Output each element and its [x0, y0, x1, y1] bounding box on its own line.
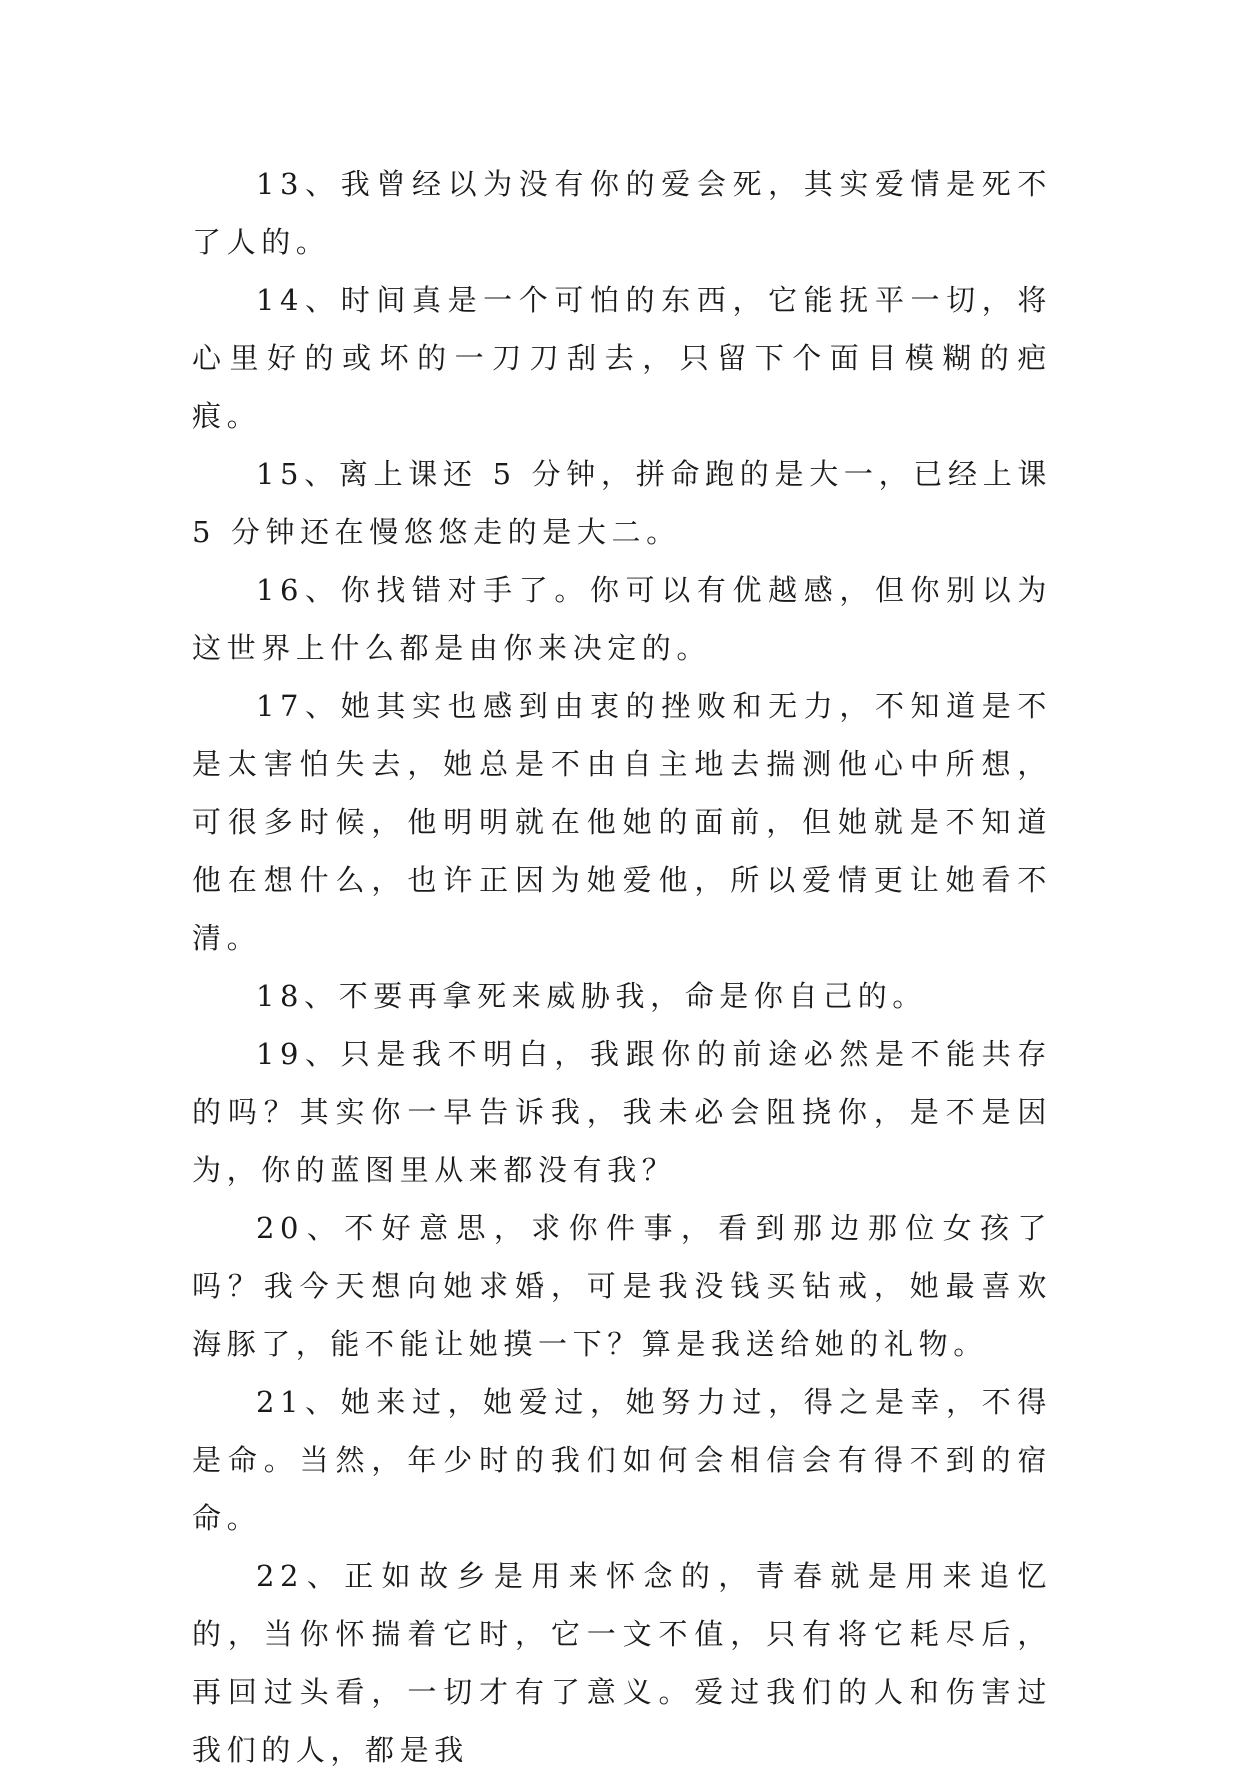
- paragraph-15: 15、离上课还 5 分钟，拼命跑的是大一，已经上课 5 分钟还在慢悠悠走的是大二。: [192, 457, 1052, 549]
- paragraph-14: 14、时间真是一个可怕的东西，它能抚平一切，将心里好的或坏的一刀刀刮去，只留下个面目模糊的疤痕。: [192, 283, 1052, 433]
- paragraph-16: 16、你找错对手了。你可以有优越感，但你别以为这世界上什么都是由你来决定的。: [192, 573, 1052, 665]
- paragraph-19: 19、只是我不明白，我跟你的前途必然是不能共存的吗？其实你一早告诉我，我未必会阻挠你，是不是因为，你的蓝图里从来都没有我？: [192, 1037, 1052, 1187]
- document-body: [192, 155, 1052, 1779]
- paragraph-21: 21、她来过，她爱过，她努力过，得之是幸，不得是命。当然，年少时的我们如何会相信会有得不到的宿命。: [192, 1385, 1052, 1535]
- paragraph-17: 17、她其实也感到由衷的挫败和无力，不知道是不是太害怕失去，她总是不由自主地去揣测他心中所想，可很多时候，他明明就在他她的面前，但她就是不知道他在想什么，也许正因为她爱他，所以爱情更让她看不清。: [192, 689, 1052, 955]
- paragraph-20: 20、不好意思，求你件事，看到那边那位女孩了吗？我今天想向她求婚，可是我没钱买钻戒，她最喜欢海豚了，能不能让她摸一下？算是我送给她的礼物。: [192, 1211, 1052, 1361]
- paragraph-13: 13、我曾经以为没有你的爱会死，其实爱情是死不了人的。: [192, 167, 1052, 259]
- paragraph-18: 18、不要再拿死来威胁我，命是你自己的。: [256, 979, 927, 1013]
- paragraph-22: 22、正如故乡是用来怀念的，青春就是用来追忆的，当你怀揣着它时，它一文不值，只有将它耗尽后，再回过头看，一切才有了意义。爱过我们的人和伤害过我们的人，都是我: [192, 1559, 1052, 1767]
